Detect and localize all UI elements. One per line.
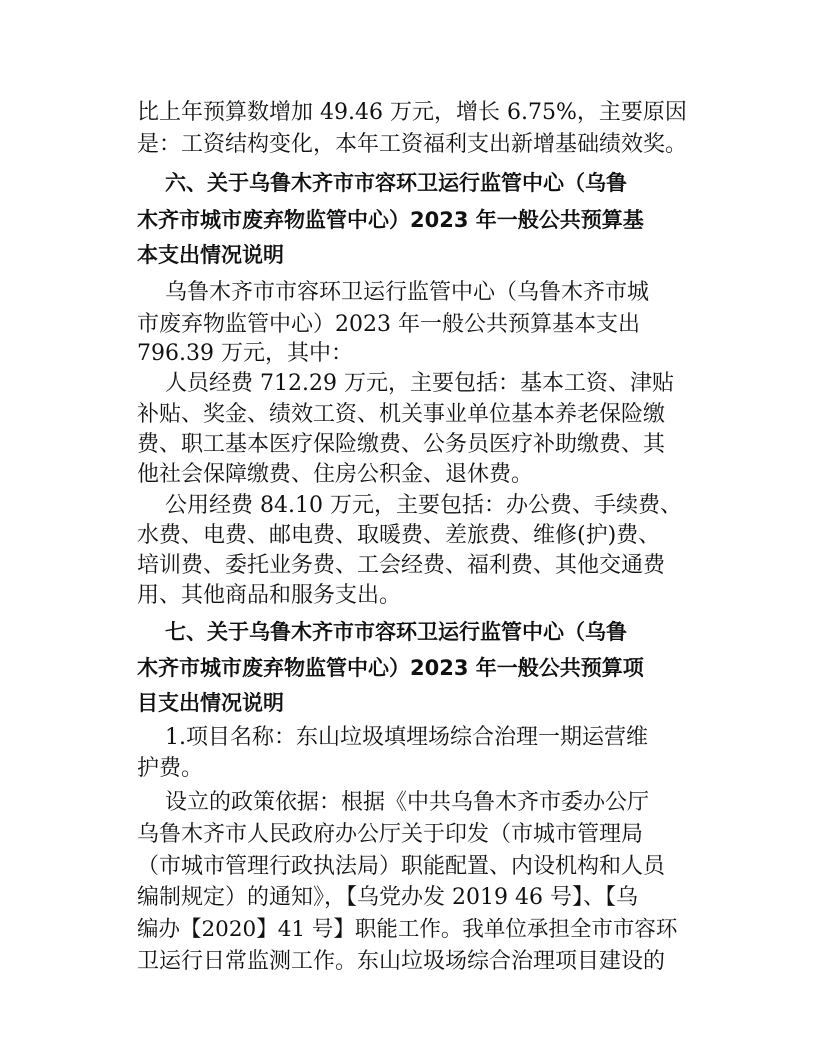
section-heading: 本支出情况说明 xyxy=(137,243,284,267)
section-heading: 七、关于乌鲁木齐市市容环卫运行监管中心（乌鲁 xyxy=(165,620,627,644)
body-line: 补贴、奖金、绩效工资、机关事业单位基本养老保险缴 xyxy=(137,402,666,427)
body-line: 796.39 万元，其中： xyxy=(137,341,353,366)
body-line: 用、其他商品和服务支出。 xyxy=(137,583,402,608)
body-line: 卫运行日常监测工作。东山垃圾场综合治理项目建设的 xyxy=(137,949,666,974)
body-line: 比上年预算数增加 49.46 万元，增长 6.75%，主要原因 xyxy=(137,100,687,125)
body-line: 他社会保障缴费、住房公积金、退休费。 xyxy=(137,462,534,487)
body-line: 水费、电费、邮电费、取暖费、差旅费、维修(护)费、 xyxy=(137,523,661,548)
body-line: 编办【2020】41 号】职能工作。我单位承担全市市容环 xyxy=(137,917,678,942)
body-line: 培训费、委托业务费、工会经费、福利费、其他交通费 xyxy=(137,553,666,578)
body-line: 编制规定）的通知》，【乌党办发 2019 46 号】、【乌 xyxy=(137,885,638,910)
section-heading: 六、关于乌鲁木齐市市容环卫运行监管中心（乌鲁 xyxy=(165,171,627,195)
body-line: 1.项目名称：东山垃圾填埋场综合治理一期运营维 xyxy=(165,725,648,750)
body-line: 乌鲁木齐市市容环卫运行监管中心（乌鲁木齐市城 xyxy=(165,280,650,305)
body-line: 设立的政策依据：根据《中共乌鲁木齐市委办公厅 xyxy=(165,790,650,815)
body-line: 费、职工基本医疗保险缴费、公务员医疗补助缴费、其 xyxy=(137,432,666,457)
section-heading: 木齐市城市废弃物监管中心）2023 年一般公共预算基 xyxy=(137,208,644,232)
body-line: 是：工资结构变化，本年工资福利支出新增基础绩效奖。 xyxy=(137,132,688,157)
body-line: 公用经费 84.10 万元，主要包括：办公费、手续费、 xyxy=(165,493,682,518)
section-heading: 木齐市城市废弃物监管中心）2023 年一般公共预算项 xyxy=(137,656,644,680)
body-line: （市城市管理行政执法局）职能配置、内设机构和人员 xyxy=(137,854,666,879)
body-line: 护费。 xyxy=(137,756,204,781)
body-line: 市废弃物监管中心）2023 年一般公共预算基本支出 xyxy=(137,312,640,337)
section-heading: 目支出情况说明 xyxy=(137,691,284,715)
body-line: 人员经费 712.29 万元，主要包括：基本工资、津贴 xyxy=(165,371,674,396)
body-line: 乌鲁木齐市人民政府办公厅关于印发（市城市管理局 xyxy=(137,822,644,847)
